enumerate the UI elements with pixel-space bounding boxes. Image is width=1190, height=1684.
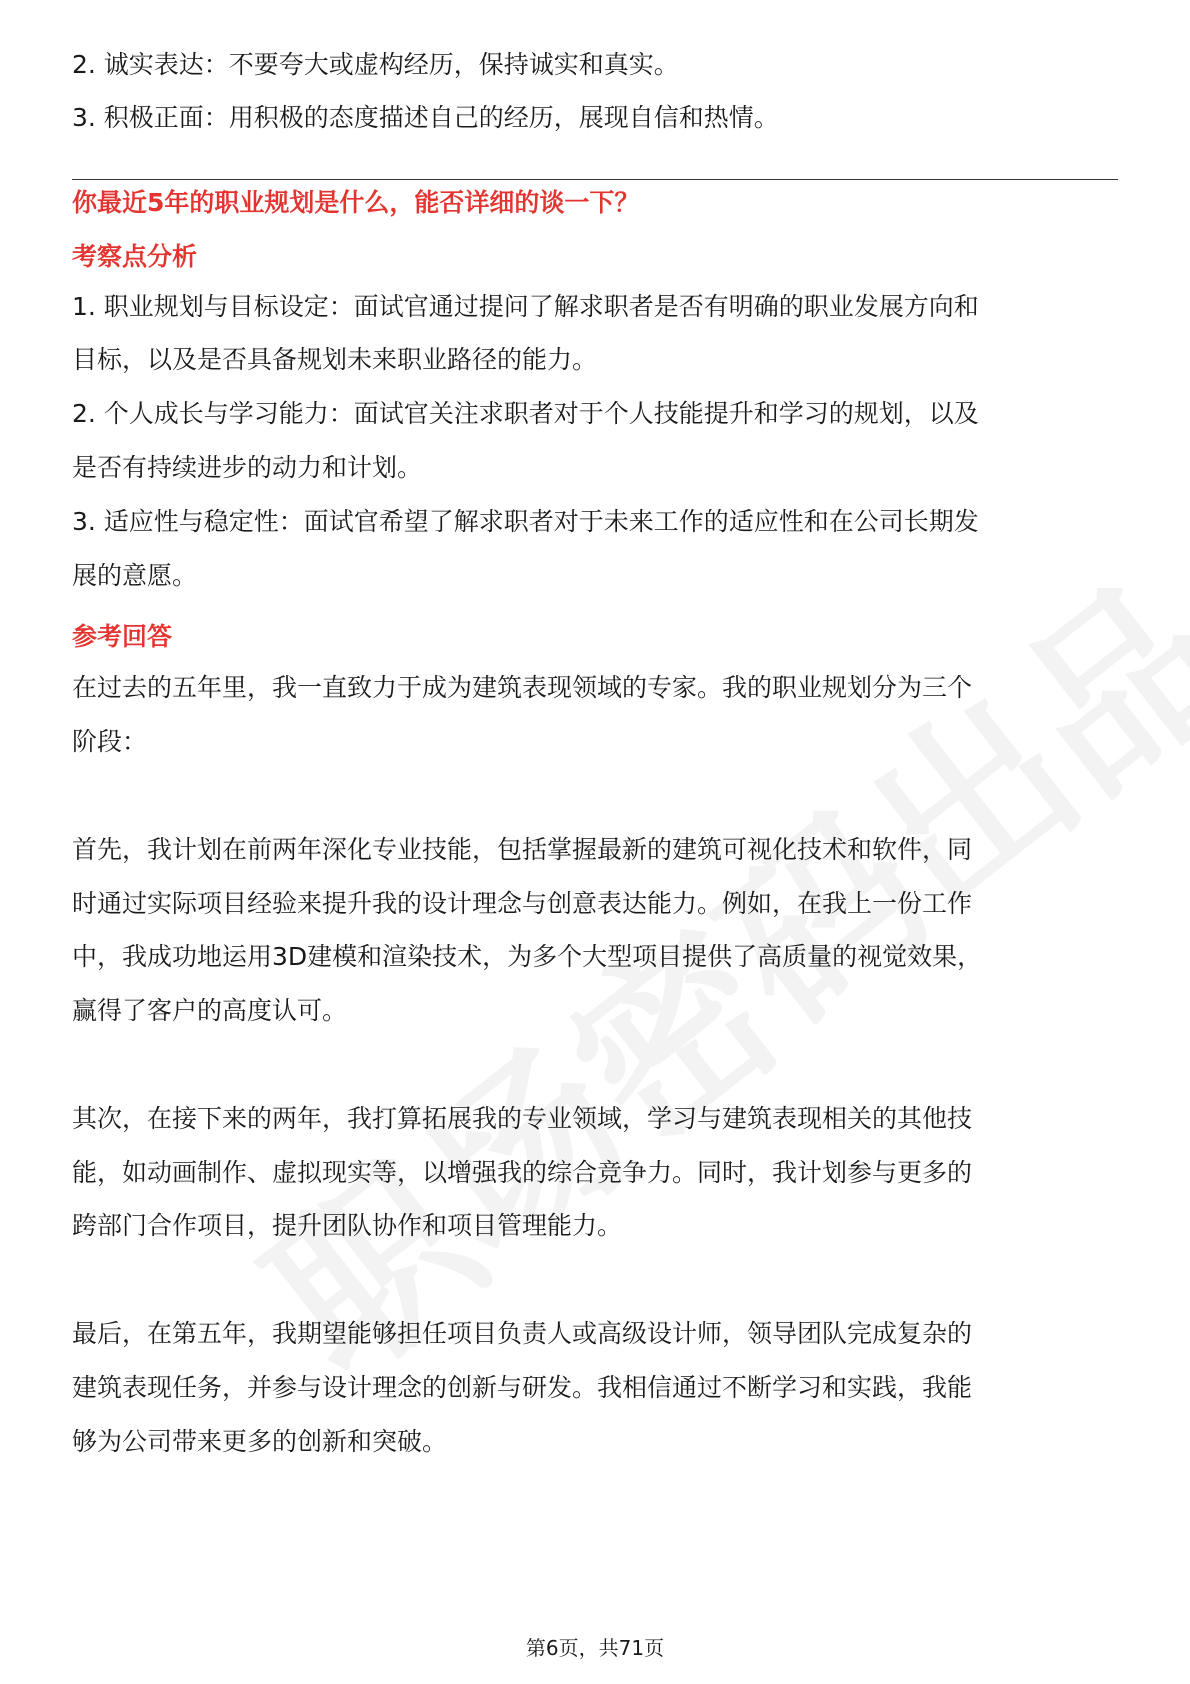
answer-heading: 参考回答 xyxy=(72,622,173,651)
answer-line: 能，如动画制作、虚拟现实等，以增强我的综合竞争力。同时，我计划参与更多的 xyxy=(72,1158,973,1187)
analysis-line: 2. 个人成长与学习能力：面试官关注求职者对于个人技能提升和学习的规划，以及 xyxy=(72,399,979,428)
answer-line: 首先，我计划在前两年深化专业技能，包括掌握最新的建筑可视化技术和软件，同 xyxy=(72,835,973,864)
answer-line: 其次，在接下来的两年，我打算拓展我的专业领域，学习与建筑表现相关的其他技 xyxy=(72,1104,973,1133)
answer-line: 够为公司带来更多的创新和突破。 xyxy=(72,1427,448,1456)
answer-line: 赢得了客户的高度认可。 xyxy=(72,996,348,1025)
answer-line: 时通过实际项目经验来提升我的设计理念与创意表达能力。例如，在我上一份工作 xyxy=(72,889,973,918)
analysis-line: 是否有持续进步的动力和计划。 xyxy=(72,453,423,482)
section-divider xyxy=(72,179,1118,180)
answer-line: 最后，在第五年，我期望能够担任项目负责人或高级设计师，领导团队完成复杂的 xyxy=(72,1319,973,1348)
answer-line: 在过去的五年里，我一直致力于成为建筑表现领域的专家。我的职业规划分为三个 xyxy=(72,673,973,702)
list-item: 3. 积极正面：用积极的态度描述自己的经历，展现自信和热情。 xyxy=(72,103,779,132)
analysis-line: 3. 适应性与稳定性：面试官希望了解求职者对于未来工作的适应性和在公司长期发 xyxy=(72,507,979,536)
question-heading: 你最近5年的职业规划是什么，能否详细的谈一下？ xyxy=(72,188,640,217)
answer-line: 跨部门合作项目，提升团队协作和项目管理能力。 xyxy=(72,1211,623,1240)
list-item: 2. 诚实表达：不要夸大或虚构经历，保持诚实和真实。 xyxy=(72,50,679,79)
page-number: 第6页，共71页 xyxy=(525,1636,665,1660)
answer-line: 中，我成功地运用3D建模和渲染技术，为多个大型项目提供了高质量的视觉效果， xyxy=(72,942,983,971)
answer-line: 建筑表现任务，并参与设计理念的创新与研发。我相信通过不断学习和实践，我能 xyxy=(72,1373,973,1402)
answer-line: 阶段： xyxy=(72,727,148,756)
analysis-line: 目标，以及是否具备规划未来职业路径的能力。 xyxy=(72,345,598,374)
analysis-line: 1. 职业规划与目标设定：面试官通过提问了解求职者是否有明确的职业发展方向和 xyxy=(72,292,979,321)
analysis-line: 展的意愿。 xyxy=(72,561,198,590)
analysis-heading: 考察点分析 xyxy=(72,242,198,271)
